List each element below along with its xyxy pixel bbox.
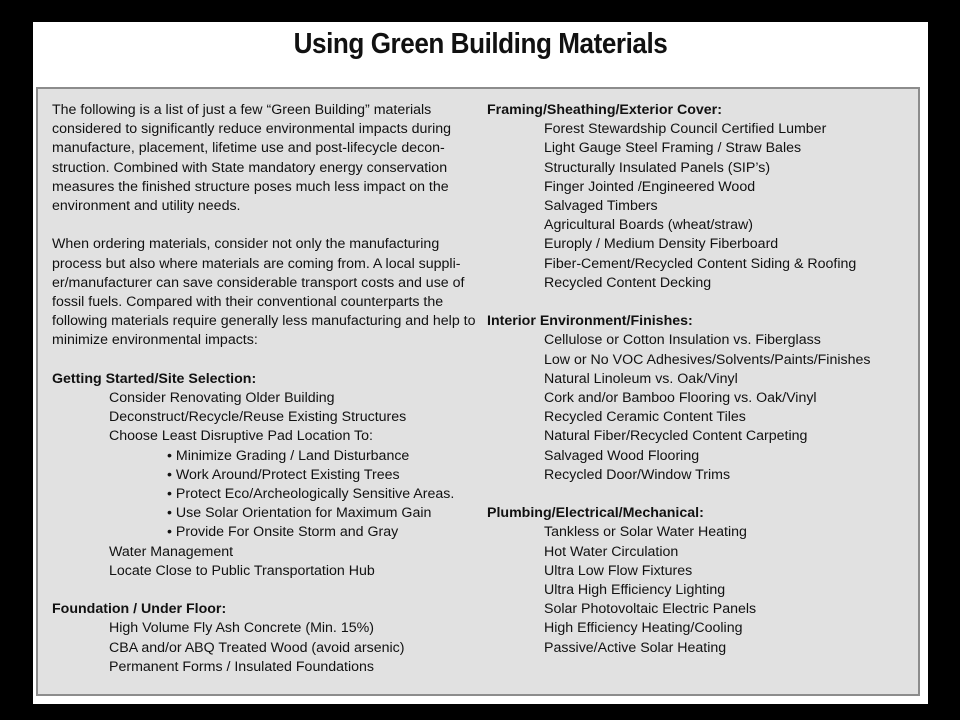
list-item: Finger Jointed /Engineered Wood — [544, 178, 756, 195]
page-title: Using Green Building Materials — [293, 28, 668, 60]
list-item: Agricultural Boards (wheat/straw) — [544, 217, 753, 234]
list-item: Tankless or Solar Water Heating — [544, 524, 747, 541]
list-item: Structurally Insulated Panels (SIP’s) — [544, 159, 771, 176]
section — [487, 504, 907, 658]
list-item: High Efficiency Heating/Cooling — [544, 620, 743, 637]
list-item: Consider Renovating Older Building — [109, 390, 335, 407]
left-sections — [52, 370, 482, 677]
list-item: Passive/Active Solar Heating — [544, 639, 727, 656]
section-heading: Interior Environment/Finishes: — [487, 313, 693, 330]
list-item: Permanent Forms / Insulated Foundations — [109, 658, 374, 675]
list-item: Water Management — [109, 543, 234, 560]
list-item: Light Gauge Steel Framing / Straw Bales — [544, 140, 802, 157]
list-item: Recycled Ceramic Content Tiles — [544, 409, 746, 426]
list-item: Ultra High Efficiency Lighting — [544, 582, 726, 599]
section — [52, 370, 482, 581]
list-item: Hot Water Circulation — [544, 543, 679, 560]
bullet-item: • Work Around/Protect Existing Trees — [167, 466, 400, 483]
list-item: Natural Linoleum vs. Oak/Vinyl — [544, 370, 738, 387]
document-page — [33, 22, 928, 704]
list-item: Locate Close to Public Transportation Hub — [109, 562, 375, 579]
section — [487, 312, 907, 485]
list-item: Choose Least Disruptive Pad Location To: — [109, 428, 373, 445]
bullet-item: • Use Solar Orientation for Maximum Gain — [167, 505, 432, 522]
bullet-item: • Protect Eco/Archeologically Sensitive Areas. — [167, 486, 455, 503]
left-column — [52, 101, 482, 696]
list-item: High Volume Fly Ash Concrete (Min. 15%) — [109, 620, 374, 637]
section-heading: Framing/Sheathing/Exterior Cover: — [487, 102, 722, 118]
section — [52, 600, 482, 677]
list-item: Solar Photovoltaic Electric Panels — [544, 601, 757, 618]
list-item: Salvaged Timbers — [544, 198, 658, 215]
list-item: Natural Fiber/Recycled Content Carpeting — [544, 428, 808, 445]
list-item: Low or No VOC Adhesives/Solvents/Paints/Finishes — [544, 351, 871, 368]
list-item: Recycled Door/Window Trims — [544, 466, 731, 483]
section-heading: Getting Started/Site Selection: — [52, 370, 257, 387]
right-column — [487, 101, 907, 677]
list-item: Forest Stewardship Council Certified Lumber — [544, 121, 827, 138]
list-item: Ultra Low Flow Fixtures — [544, 562, 693, 579]
content-box — [36, 87, 920, 696]
list-item: CBA and/or ABQ Treated Wood (avoid arsenic) — [109, 639, 405, 656]
right-sections — [487, 101, 907, 658]
list-item: Deconstruct/Recycle/Reuse Existing Structures — [109, 409, 407, 426]
list-item: Recycled Content Decking — [544, 274, 712, 291]
list-item: Fiber-Cement/Recycled Content Siding & Roofing — [544, 255, 857, 272]
section-heading: Plumbing/Electrical/Mechanical: — [487, 505, 704, 522]
list-item: Europly / Medium Density Fiberboard — [544, 236, 779, 253]
bullet-item: • Minimize Grading / Land Disturbance — [167, 447, 410, 464]
list-item: Cork and/or Bamboo Flooring vs. Oak/Vinyl — [544, 390, 817, 407]
section — [487, 101, 907, 293]
list-item: Cellulose or Cotton Insulation vs. Fiberglass — [544, 332, 821, 349]
ordering-paragraph: When ordering materials, consider not only the manufacturing process but also where materials are coming from. A local suppli-er/manufacturer can save considerable transport costs and use of fossil fuels. Compared with their conventional counterparts the following materials require generally less manufacturing and help to minimize environmental impacts: — [52, 236, 476, 349]
section-heading: Foundation / Under Floor: — [52, 601, 227, 618]
list-item: Salvaged Wood Flooring — [544, 447, 700, 464]
intro-paragraph: The following is a list of just a few “Green Building” materials considered to significantly reduce environmental impacts during manufacture, placement, lifetime use and post-lifecycle decon-struction. Combined with State mandatory energy conservation measures the finished structure poses much less impact on the environment and utility needs. — [52, 102, 452, 215]
bullet-item: • Provide For Onsite Storm and Gray — [167, 524, 399, 541]
